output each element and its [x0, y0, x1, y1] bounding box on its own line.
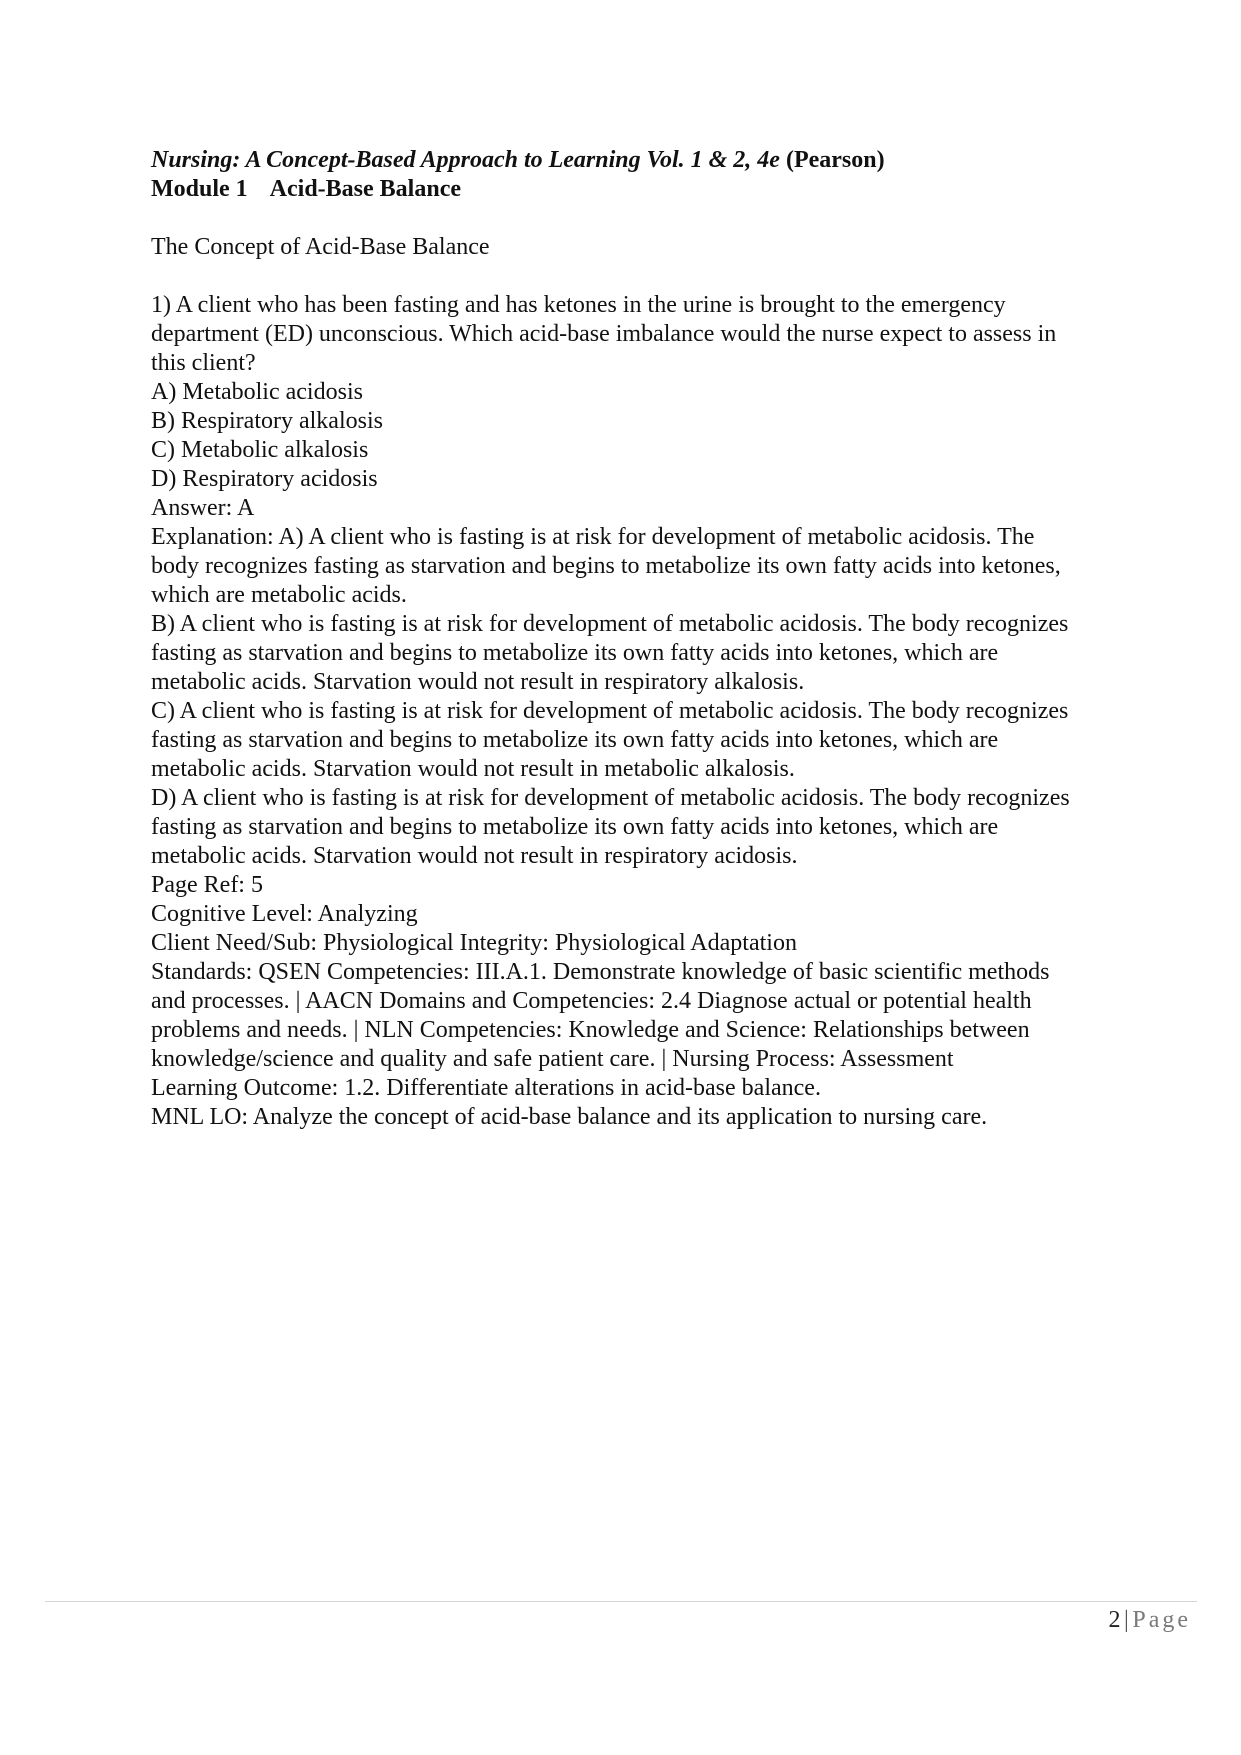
concept-title: The Concept of Acid-Base Balance: [151, 234, 490, 260]
module-name: Acid-Base Balance: [269, 176, 461, 202]
explanation-line: D) A client who is fasting is at risk for development of metabolic acidosis. The body recognizes: [151, 785, 1070, 811]
explanation-line: B) A client who is fasting is at risk for development of metabolic acidosis. The body recognizes: [151, 611, 1069, 637]
footer-divider: [45, 1601, 1197, 1602]
explanation-line: fasting as starvation and begins to metabolize its own fatty acids into ketones, which are: [151, 727, 999, 753]
book-title-italic: Nursing: A Concept-Based Approach to Learning Vol. 1 & 2, 4e: [151, 147, 780, 173]
explanation-line: Explanation: A) A client who is fasting is at risk for development of metabolic acidosis. The: [151, 524, 1035, 550]
explanation-line: which are metabolic acids.: [151, 582, 407, 608]
answer-option-b: B) Respiratory alkalosis: [151, 408, 383, 434]
page-word: Page: [1132, 1607, 1191, 1633]
answer-option-c: C) Metabolic alkalosis: [151, 437, 369, 463]
page-ref: Page Ref: 5: [151, 872, 263, 898]
question-stem-line: this client?: [151, 350, 256, 376]
question-stem-line: 1) A client who has been fasting and has ketones in the urine is brought to the emergency: [151, 292, 1006, 318]
client-need: Client Need/Sub: Physiological Integrity: Physiological Adaptation: [151, 930, 797, 956]
answer-option-a: A) Metabolic acidosis: [151, 379, 363, 405]
answer-key: Answer: A: [151, 495, 255, 521]
page-number: 2: [1108, 1607, 1122, 1633]
book-title: [151, 146, 1141, 175]
module-heading: [151, 175, 1141, 204]
page-number-footer: [1109, 1605, 1191, 1635]
learning-outcome: Learning Outcome: 1.2. Differentiate alterations in acid-base balance.: [151, 1075, 821, 1101]
page-content: [151, 146, 1141, 1132]
explanation-line: C) A client who is fasting is at risk for development of metabolic acidosis. The body recognizes: [151, 698, 1069, 724]
explanation-line: fasting as starvation and begins to metabolize its own fatty acids into ketones, which are: [151, 814, 999, 840]
explanation-line: body recognizes fasting as starvation and begins to metabolize its own fatty acids into ketones,: [151, 553, 1061, 579]
cognitive-level: Cognitive Level: Analyzing: [151, 901, 418, 927]
mnl-learning-outcome: MNL LO: Analyze the concept of acid-base balance and its application to nursing care.: [151, 1104, 988, 1130]
standards-line: Standards: QSEN Competencies: III.A.1. Demonstrate knowledge of basic scientific methods: [151, 959, 1050, 985]
page-number-separator: |: [1124, 1607, 1130, 1633]
explanation-line: fasting as starvation and begins to metabolize its own fatty acids into ketones, which are: [151, 640, 999, 666]
explanation-line: metabolic acids. Starvation would not result in metabolic alkalosis.: [151, 756, 795, 782]
question-stem-line: department (ED) unconscious. Which acid-base imbalance would the nurse expect to assess in: [151, 321, 1057, 347]
explanation-line: metabolic acids. Starvation would not result in respiratory acidosis.: [151, 843, 798, 869]
standards-line: problems and needs. | NLN Competencies: Knowledge and Science: Relationships between: [151, 1017, 1030, 1043]
answer-option-d: D) Respiratory acidosis: [151, 466, 378, 492]
module-number: Module 1: [151, 176, 248, 202]
standards-line: knowledge/science and quality and safe patient care. | Nursing Process: Assessment: [151, 1046, 954, 1072]
book-title-publisher: (Pearson): [779, 147, 885, 173]
standards-line: and processes. | AACN Domains and Competencies: 2.4 Diagnose actual or potential health: [151, 988, 1032, 1014]
question-block: [151, 291, 1141, 1132]
explanation-line: metabolic acids. Starvation would not result in respiratory alkalosis.: [151, 669, 805, 695]
